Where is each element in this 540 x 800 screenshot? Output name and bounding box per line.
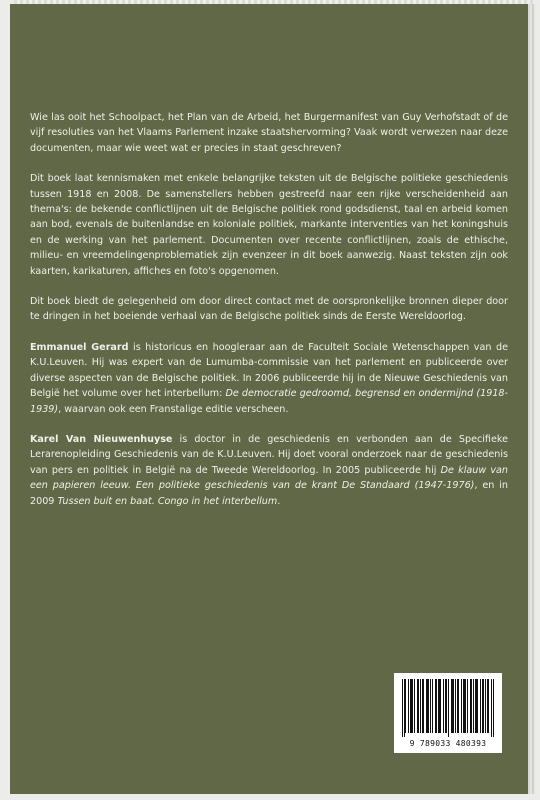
cover-text: [30, 110, 508, 524]
barcode-bar: [402, 679, 403, 737]
barcode-bar: [435, 679, 436, 733]
barcode-bar: [443, 679, 444, 733]
barcode-bar: [451, 679, 452, 733]
barcode-bar: [427, 679, 428, 733]
barcode-bar: [452, 679, 453, 733]
barcode-bar: [487, 679, 488, 733]
author-bio-text: is doctor in de geschiedenis en verbonden aan de Specifieke Lerarenopleiding Geschiedenis van de K.U.Leuven. Hij doet vooral onderzoek naar de geschiedenis van pers en politiek in België na de Tweede Wereldoorlog. In 2005 publiceerde hij: [30, 433, 508, 476]
barcode-bar: [475, 679, 476, 733]
barcode-bar: [438, 679, 439, 733]
barcode-bar: [453, 679, 454, 733]
intro-paragraph: Wie las ooit het Schoolpact, het Plan van de Arbeid, het Burgermanifest van Guy Verhofstadt of de vijf resoluties van het Vlaams Parlement inzake staatshervorming? Vaak wordt verwezen naar deze documenten, maar wie weet wat er precies in staat geschreven?: [30, 112, 508, 154]
barcode-bar: [410, 679, 411, 733]
barcode-bar: [408, 679, 409, 733]
author-bio-van-nieuwenhuyse: [30, 432, 508, 509]
barcode-bar: [417, 679, 418, 733]
author-bio-mid: , en in 2009: [30, 480, 508, 507]
barcode-bar: [473, 679, 474, 733]
barcode-bar: [446, 679, 447, 733]
barcode-bar: [465, 679, 466, 733]
barcode-bar: [420, 679, 421, 733]
barcode-bar: [404, 679, 405, 737]
barcode-bar: [430, 679, 431, 733]
barcode-bar: [461, 679, 462, 733]
barcode-bar: [488, 679, 489, 733]
barcode-bar: [476, 679, 477, 733]
barcode-bar: [422, 679, 423, 733]
book-title: Tussen buit en baat. Congo in het interbellum: [57, 495, 278, 507]
book-title: De democratie gedroomd, begrensd en ondermijnd (1918-1939): [30, 388, 508, 415]
barcode-bar: [457, 679, 458, 733]
barcode-bar: [477, 679, 478, 733]
barcode-bar: [405, 679, 406, 733]
author-bio-tail: , waarvan ook een Franstalige editie verscheen.: [58, 403, 289, 415]
barcode-bar: [470, 679, 471, 733]
barcode-bar: [467, 679, 468, 733]
barcode-bar: [483, 679, 484, 733]
barcode-icon: [402, 679, 494, 737]
author-bio-text: is historicus en hoogleraar aan de Faculteit Sociale Wetenschappen van de K.U.Leuven. Hij was expert van de Lumumba-commissie van het parlement en publiceerde over diverse aspecten van de Belgische politiek. In 2006 publiceerde hij in de Nieuwe Geschiedenis van België het volume over het interbellum:: [30, 341, 508, 400]
isbn-number: 9 789033 480393: [409, 739, 487, 748]
author-name: Karel Van Nieuwenhuyse: [30, 433, 173, 445]
barcode-bar: [493, 679, 494, 737]
content-paragraph: Dit boek laat kennismaken met enkele belangrijke teksten uit de Belgische politieke geschiedenis tussen 1918 en 2008. De samenstellers hebben gestreefd naar een rijke verscheidenheid aan thema's: de bekende conflictlijnen uit de Belgische politiek rond godsdienst, taal en arbeid komen aan bod, evenals de buitenlandse en koloniale politiek, markante interventies van het koningshuis en de werking van het parlement. Documenten over recente conflictlijnen, zoals de ethische, milieu- en vreemdelingenproblematiek zijn evenzeer in dit boek aanwezig. Naast teksten zijn ook kaarten, karikaturen, affiches en foto's opgenomen.: [30, 173, 508, 277]
barcode-bar: [448, 679, 449, 737]
barcode-bar: [463, 679, 464, 733]
barcode-bar: [423, 679, 424, 733]
author-bio-tail: .: [277, 495, 281, 507]
barcode-bar: [412, 679, 413, 733]
barcode-bar: [436, 679, 437, 733]
book-title: De klauw van een papieren leeuw. Een politieke geschiedenis van de krant De Standaard (1947-1976): [30, 464, 509, 492]
barcode-bar: [455, 679, 456, 733]
author-name: Emmanuel Gerard: [30, 341, 129, 353]
barcode: [394, 673, 502, 753]
barcode-bar: [418, 679, 419, 733]
author-bio-gerard: [30, 340, 508, 417]
barcode-bar: [426, 679, 427, 733]
purpose-paragraph: Dit boek biedt de gelegenheid om door direct contact met de oorspronkelijke bronnen dieper door te dringen in het boeiende verhaal van de Belgische politiek sinds de Eerste Wereldoorlog.: [30, 296, 508, 323]
barcode-bar: [439, 679, 440, 733]
barcode-bar: [411, 679, 412, 733]
barcode-bar: [482, 679, 483, 733]
barcode-bar: [464, 679, 465, 733]
barcode-bar: [480, 679, 481, 733]
barcode-bar: [428, 679, 429, 733]
barcode-bar: [485, 679, 486, 733]
barcode-bar: [491, 679, 492, 737]
barcode-bar: [440, 679, 441, 733]
barcode-bar: [432, 679, 433, 733]
barcode-bar: [471, 679, 472, 733]
barcode-bar: [414, 679, 415, 733]
barcode-bar: [445, 679, 446, 733]
barcode-bar: [458, 679, 459, 733]
